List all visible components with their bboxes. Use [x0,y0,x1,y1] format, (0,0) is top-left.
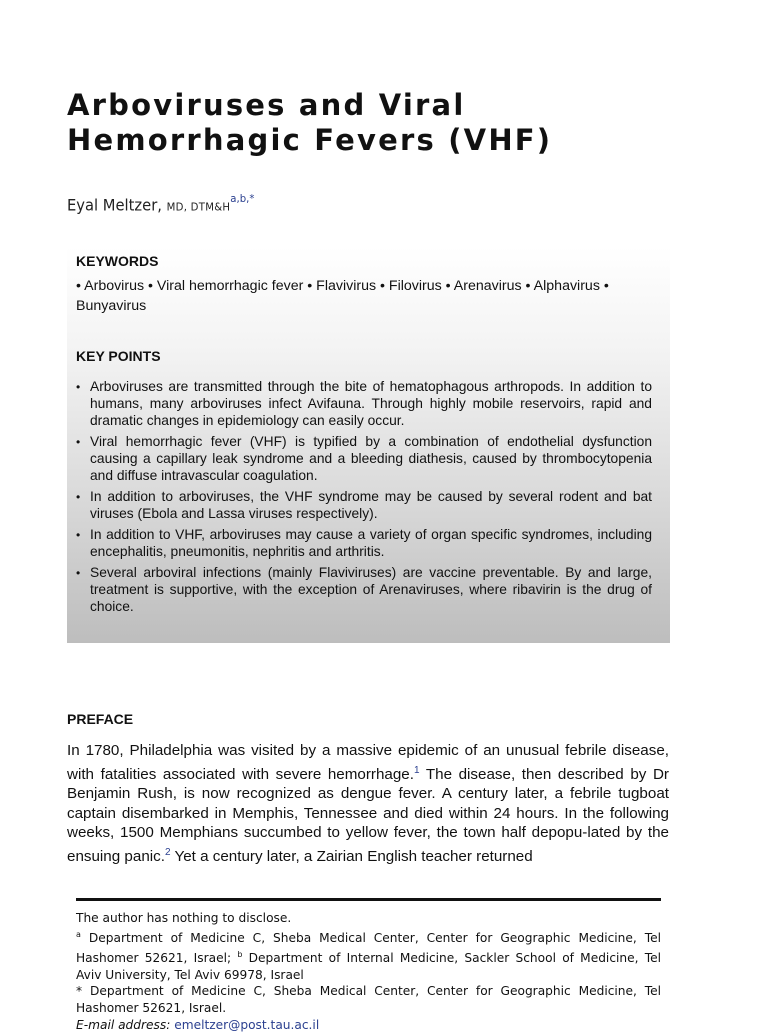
key-point-item: • In addition to VHF, arboviruses may cause a variety of organ specific syndromes, including encephalitis, pneumonitis, nephritis and arthritis. [76,526,652,560]
key-points-heading: KEY POINTS [76,348,161,364]
preface-paragraph [67,741,669,866]
article-title: Arboviruses and Viral Hemorrhagic Fevers (VHF) [67,88,553,157]
footnote-divider [76,898,661,901]
email-link[interactable]: emeltzer@post.tau.ac.il [174,1017,320,1032]
preface-text-2: The disease, then described by Dr Benjamin Rush, is now recognized as dengue fever. A century later, a febrile tugboat captain disembarked in Memphis, Tennessee and died within 24 hours. In the following weeks, 1500 Memphians succumbed to yellow fever, the town half depopu-lated by the ensuing panic. [67,765,669,865]
author-line [67,194,254,214]
affiliation-a: Department of Medicine C, Sheba Medical Center, Center for Geographic Medicine, Tel Hashomer 52621, Israel; [76,930,661,965]
keywords-list: • Arbovirus • Viral hemorrhagic fever • Flavivirus • Filovirus • Arenavirus • Alphavirus • Bunyavirus [76,278,609,314]
footnotes [76,910,661,1034]
affiliation-mark-a: a [76,929,81,939]
reference-2-link[interactable]: 2 [164,846,171,858]
corresponding-author-note: * Department of Medicine C, Sheba Medical Center, Center for Geographic Medicine, Tel Hashomer 52621, Israel. [76,984,661,1016]
affiliation-marks[interactable]: a,b,* [230,192,255,205]
affiliation-mark-b: b [237,949,243,959]
reference-1-link[interactable]: 1 [413,764,420,776]
key-point-item: • Arboviruses are transmitted through the bite of hematophagous arthropods. In addition to humans, many arboviruses infect Avifauna. Through highly mobile reservoirs, rapid and dramatic changes in epidemiology can easily occur. [76,378,652,429]
key-point-item: • Several arboviral infections (mainly Flaviviruses) are vaccine preventable. By and large, treatment is supportive, with the exception of Arenaviruses, where ribavirin is the drug of choice. [76,564,652,615]
author-name: Eyal Meltzer, [67,195,162,215]
preface-text-1: In 1780, Philadelphia was visited by a massive epidemic of an unusual febrile disease, with fatalities associated with severe hemorrhage. [67,742,669,783]
keywords-heading: KEYWORDS [76,253,159,269]
preface-text-3: Yet a century later, a Zairian English teacher returned [170,847,533,865]
preface-heading: PREFACE [67,711,134,727]
email-note [76,1017,661,1034]
affiliation-b: Department of Internal Medicine, Sackler School of Medicine, Tel Aviv University, Tel Aviv 69978, Israel [76,950,661,982]
key-points-list [76,378,652,619]
key-point-item: • In addition to arboviruses, the VHF syndrome may be caused by several rodent and bat viruses (Ebola and Lassa viruses respectively). [76,488,652,522]
author-degrees: MD, DTM&H [166,200,231,214]
disclosure-note: The author has nothing to disclose. [76,911,292,925]
key-point-item: • Viral hemorrhagic fever (VHF) is typified by a combination of endothelial dysfunction causing a capillary leak syndrome and a bleeding diathesis, caused by thrombocytopenia and diffuse intravascular coagulation. [76,433,652,484]
email-label: E-mail address: [76,1017,171,1032]
keywords-keypoints-box [67,246,670,643]
affiliations-note [76,927,661,984]
